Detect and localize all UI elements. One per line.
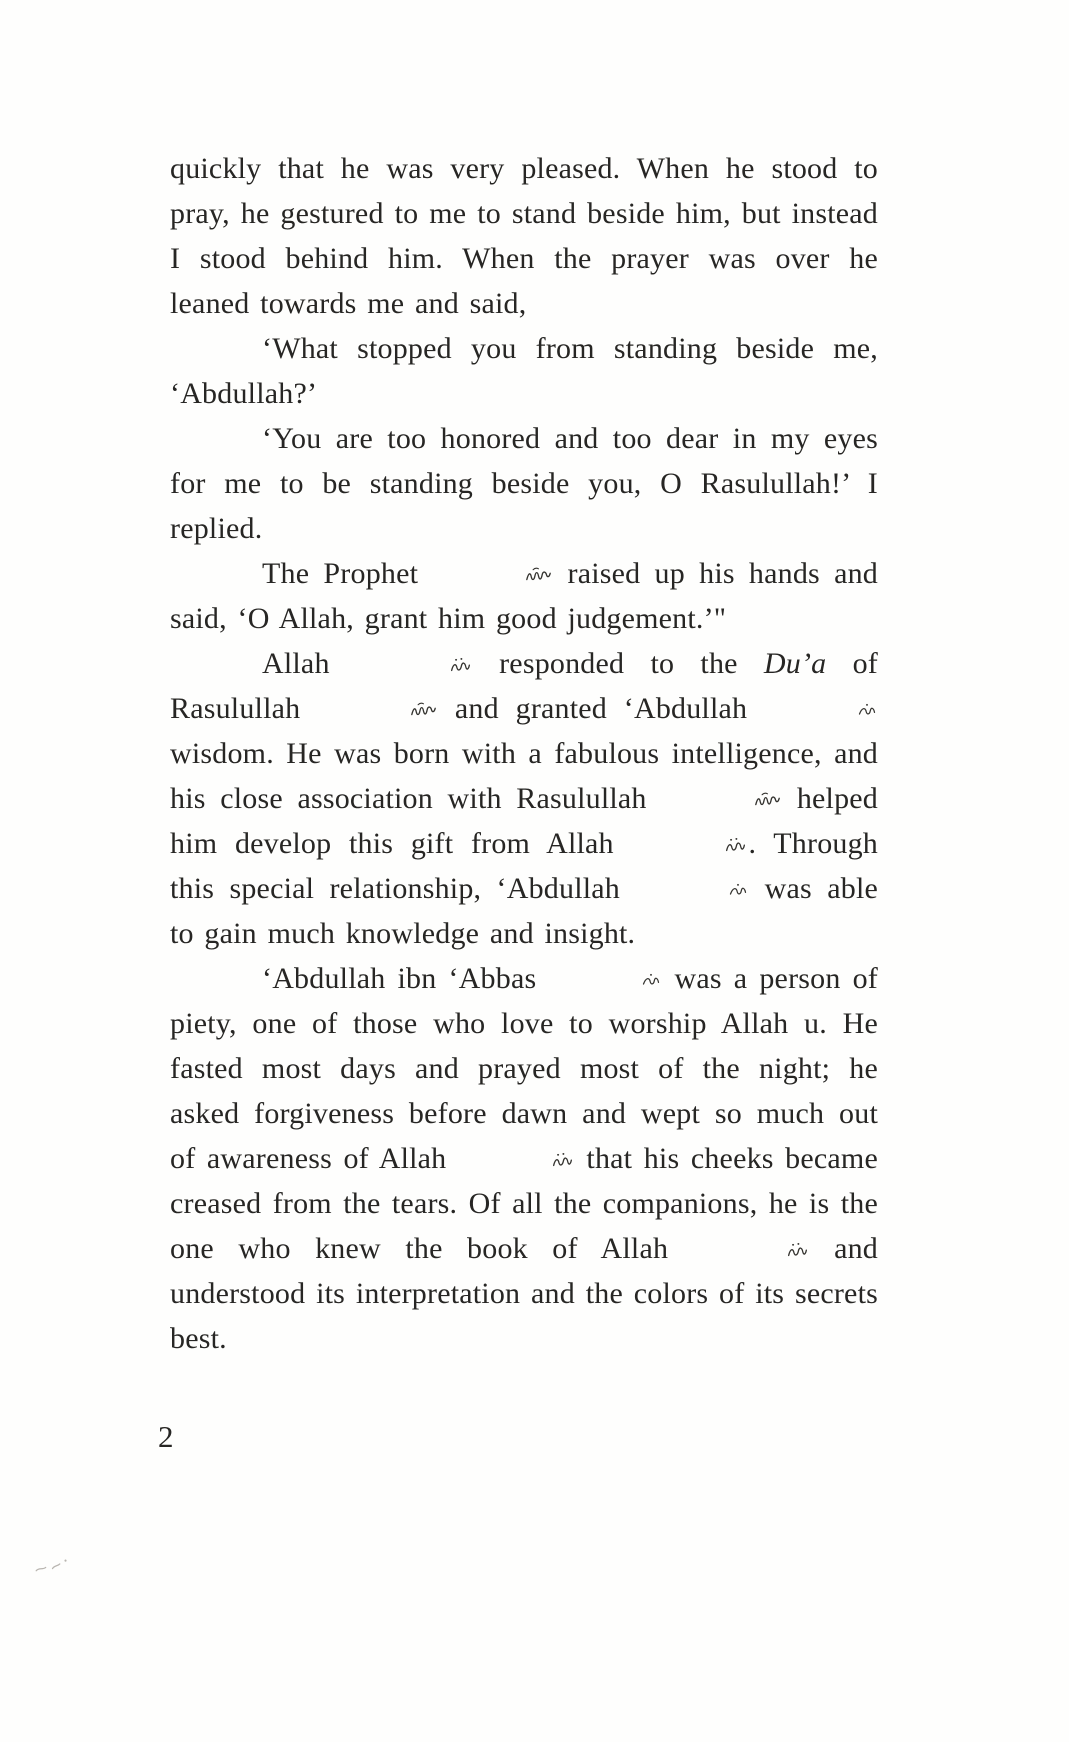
text-run: was able to gain much knowledge and insight. (170, 872, 879, 950)
jalla-jalaluhu-icon (632, 836, 747, 856)
sallallahu-alayhi-wasallam-icon (433, 566, 552, 586)
paragraph (170, 326, 878, 416)
text-run: quickly that he was very pleased. When he stood to pray, he gestured to me to stand beside him, but instead I stood behind him. When the prayer was over he leaned towards me and said, (170, 152, 878, 320)
sallallahu-alayhi-wasallam-icon (662, 791, 781, 811)
text-run: ‘You are too honored and too dear in my eyes for me to be standing beside you, O Rasulullah!’ I replied. (170, 422, 878, 545)
text-run: The Prophet (262, 557, 433, 590)
text-run: was a person of piety, one of those who love to worship Allah u. He fasted most days and prayed most of the night; he asked forgiveness before dawn and wept so much out of awareness of Allah (170, 962, 878, 1175)
text-run: helped him develop this gift from Allah (170, 782, 878, 860)
radiallahu-anhu-icon (636, 882, 748, 901)
text-run: and understood its interpretation and the colors of its secrets best. (170, 1232, 879, 1355)
radiallahu-anhu-icon (549, 972, 661, 991)
text-run: wisdom. He was born with a fabulous intelligence, and his close association with Rasulullah (170, 737, 878, 815)
text-run: that his cheeks became creased from the tears. Of all the companions, he is the one who knew the book of Allah (170, 1142, 878, 1265)
jalla-jalaluhu-icon (459, 1151, 574, 1171)
radiallahu-anhu-icon (765, 702, 877, 721)
scan-artifact-mark (32, 1553, 75, 1580)
jalla-jalaluhu-icon (357, 656, 472, 676)
jalla-jalaluhu-icon (694, 1241, 809, 1261)
paragraph (170, 641, 878, 956)
text-run: ‘What stopped you from standing beside me, ‘Abdullah?’ (170, 332, 878, 410)
paragraph (170, 551, 878, 641)
text-run: responded to the (472, 647, 764, 680)
paragraph (170, 416, 878, 551)
text-run: ‘Abdullah ibn ‘Abbas (262, 962, 549, 995)
paragraph (170, 146, 878, 326)
text-run: . Through this special relationship, ‘Abdullah (170, 827, 878, 905)
text-run: Allah (262, 647, 356, 680)
paragraph (170, 956, 878, 1361)
text-run: and granted ‘Abdullah (438, 692, 764, 725)
page-text (170, 146, 878, 1361)
text-run: Du’a (763, 647, 827, 680)
text-run: raised up his hands and said, ‘O Allah, grant him good judgement.’" (170, 557, 879, 635)
text-run: of Rasulullah (170, 647, 878, 725)
page-number: 2 (158, 1419, 174, 1454)
sallallahu-alayhi-wasallam-icon (318, 701, 437, 721)
